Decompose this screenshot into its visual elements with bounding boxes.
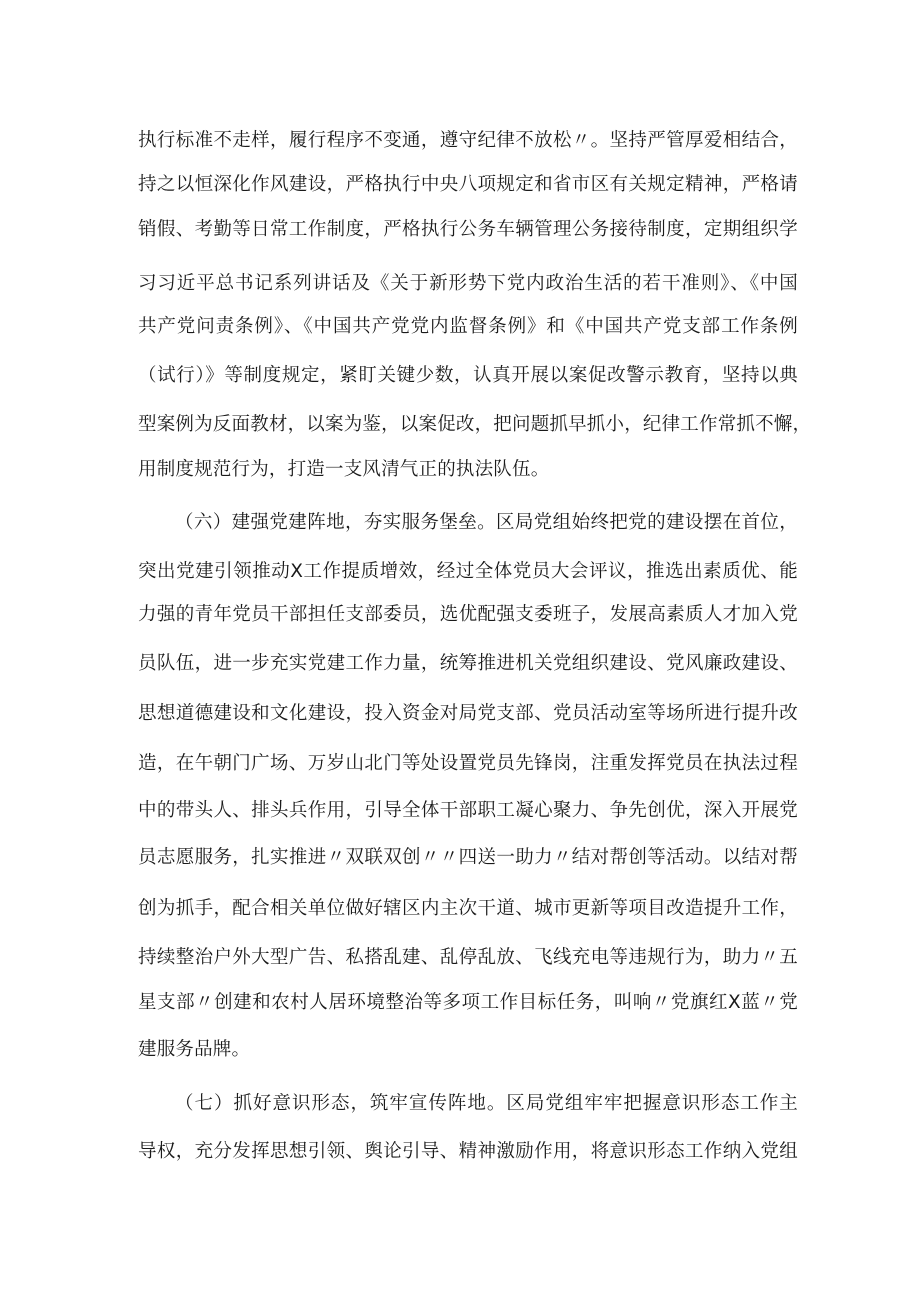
text-line: 思想道德建设和文化建设，投入资金对局党支部、党员活动室等场所进行提升改 [138, 703, 798, 724]
text-line: 员队伍，进一步充实党建工作力量，统筹推进机关党组织建设、党风廉政建设、 [138, 653, 798, 674]
text-line: 习习近平总书记系列讲话及《关于新形势下党内政治生活的若干准则》、《中国 [138, 273, 798, 294]
text-line: 销假、考勤等日常工作制度，严格执行公务车辆管理公务接待制度，定期组织学 [138, 219, 798, 240]
text-line: 执行标准不走样，履行程序不变通，遵守纪律不放松〃。坚持严管厚爱相结合， [138, 130, 798, 151]
text-line: 持续整治户外大型广告、私搭乱建、乱停乱放、飞线充电等违规行为，助力〃五 [138, 947, 798, 968]
section-heading-line: （七）抓好意识形态，筑牢宣传阵地。区局党组牢牢把握意识形态工作主 [175, 1093, 798, 1114]
text-line: 建服务品牌。 [138, 1039, 251, 1060]
text-line: 星支部〃创建和农村人居环境整治等多项工作目标任务，叫响〃党旗红X蓝〃党 [138, 992, 798, 1013]
text-line: 突出党建引领推动X工作提质增效，经过全体党员大会评议，推选出素质优、能 [138, 561, 798, 582]
text-line: 持之以恒深化作风建设，严格执行中央八项规定和省市区有关规定精神，严格请 [138, 174, 798, 195]
text-line: 员志愿服务，扎实推进〃双联双创〃〃四送一助力〃结对帮创等活动。以结对帮 [138, 847, 798, 868]
text-line: 中的带头人、排头兵作用，引导全体干部职工凝心聚力、争先创优，深入开展党 [138, 800, 798, 821]
text-line: （试行）》等制度规定，紧盯关键少数，认真开展以案促改警示教育，坚持以典 [138, 365, 798, 386]
text-line: 用制度规范行为，打造一支风清气正的执法队伍。 [138, 459, 550, 480]
text-line: 导权，充分发挥思想引领、舆论引导、精神激励作用，将意识形态工作纳入党组 [138, 1141, 798, 1162]
text-line: 共产党问责条例》、《中国共产党党内监督条例》和《中国共产党支部工作条例 [138, 316, 798, 337]
text-line: 造，在午朝门广场、万岁山北门等处设置党员先锋岗，注重发挥党员在执法过程 [138, 753, 798, 774]
text-line: 创为抓手，配合相关单位做好辖区内主次干道、城市更新等项目改造提升工作， [138, 898, 798, 919]
text-line: 型案例为反面教材，以案为鉴，以案促改，把问题抓早抓小，纪律工作常抓不懈， [138, 414, 812, 435]
text-line: 力强的青年党员干部担任支部委员，选优配强支委班子，发展高素质人才加入党 [138, 604, 798, 625]
section-heading-line: （六）建强党建阵地，夯实服务堡垒。区局党组始终把党的建设摆在首位， [175, 512, 798, 533]
